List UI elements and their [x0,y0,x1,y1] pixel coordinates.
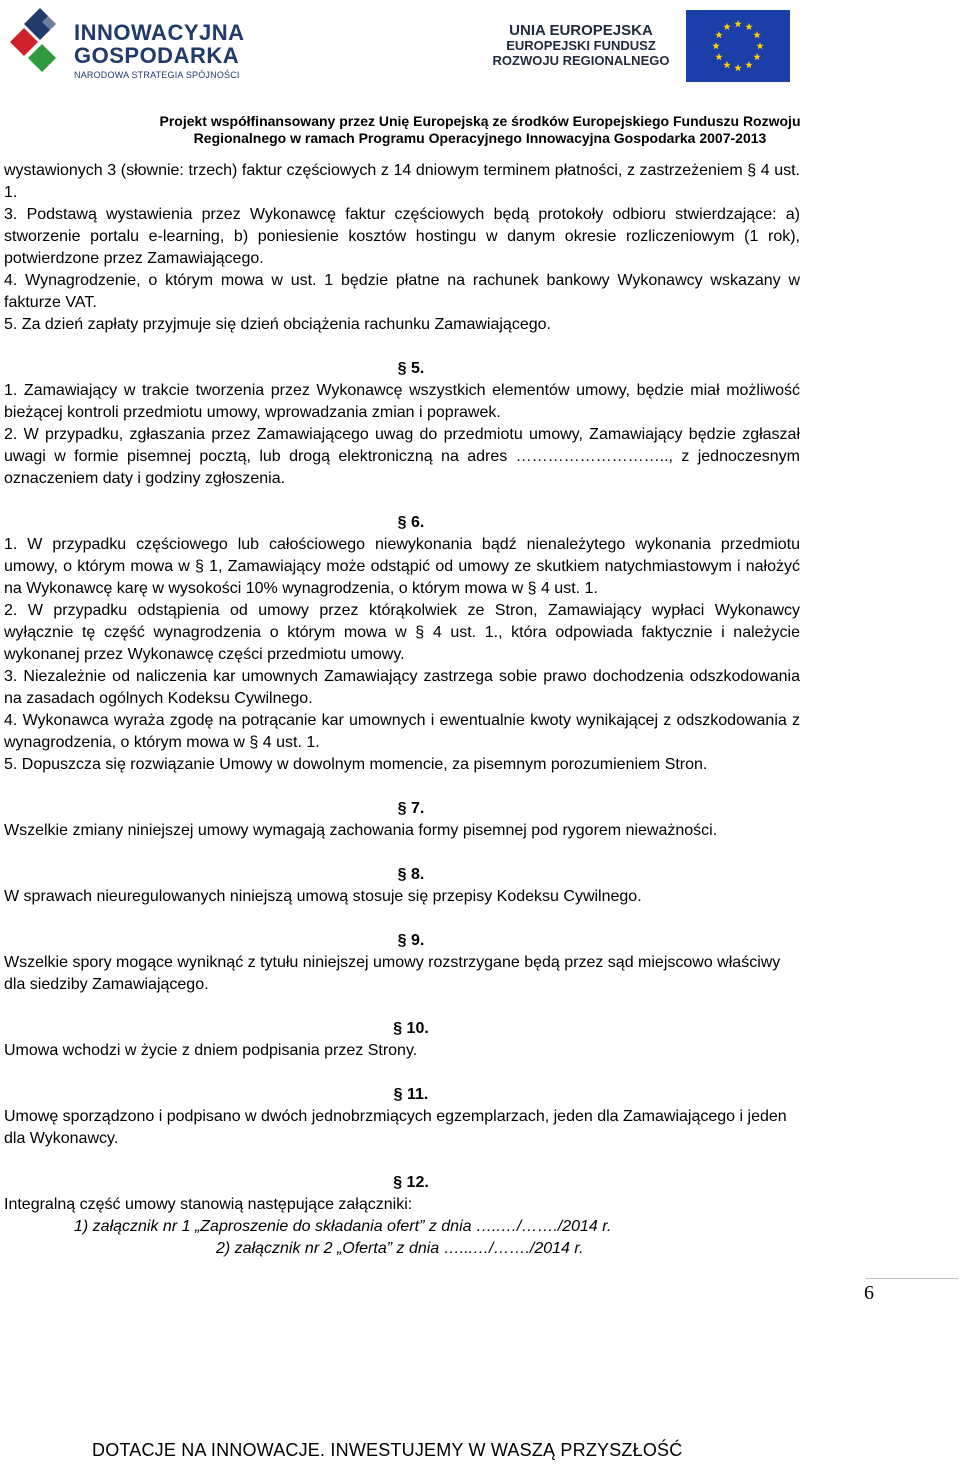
document-header [0,0,960,150]
ig-emblem-icon [10,6,72,86]
eu-fund-line2: ROZWOJU REGIONALNEGO [492,53,670,69]
page-number: 6 [864,1282,874,1304]
paragraph: Integralną część umowy stanowią następujące załączniki: [4,1196,413,1213]
footer-slogan: DOTACJE NA INNOWACJE. INWESTUJEMY W WASZĄ PRZYSZŁOŚĆ [92,1440,683,1460]
paragraph: Umowę sporządzono i podpisano w dwóch jednobrzmiących egzemplarzach, jeden dla Zamawiającego i jeden dla Wykonawcy. [4,1108,787,1147]
section-heading: § 6. [397,514,425,531]
paragraph: wystawionych 3 (słownie: trzech) faktur częściowych z 14 dniowym terminem płatności, z zastrzeżeniem § 4 ust. 1. [4,162,800,201]
section-heading: § 10. [393,1020,429,1037]
section-heading: § 9. [397,932,425,949]
paragraph: 4. Wynagrodzenie, o którym mowa w ust. 1 będzie płatne na rachunek bankowy Wykonawcy wskazany w fakturze VAT. [4,272,800,311]
paragraph: 1. W przypadku częściowego lub całościowego niewykonania bądź nienależytego wykonania przedmiotu umowy, o którym mowa w § 1, Zamawiający może odstąpić od umowy ze skutkiem natychmiastowym i nałożyć na Wykonawcę karę w wysokości 10% wynagrodzenia, o którym mowa w § 4 ust. 1. [4,536,800,597]
innowacyjna-gospodarka-logo [10,6,250,86]
eu-fund-line1: EUROPEJSKI FUNDUSZ [506,38,656,54]
ig-subtitle: NARODOWA STRATEGIA SPÓJNOŚCI [74,70,240,80]
paragraph: 2. W przypadku, zgłaszania przez Zamawiającego uwag do przedmiotu umowy, Zamawiający będzie zgłaszał uwagi w formie pisemnej pocztą, lub drogą elektroniczną na adres ……………………….., z jednoczesnym oznaczeniem daty i godziny zgłoszenia. [4,426,800,487]
paragraph: 5. Za dzień zapłaty przyjmuje się dzień obciążenia rachunku Zamawiającego. [4,316,551,333]
ig-title-line1: INNOWACYJNA [74,20,245,45]
project-info-line1: Projekt współfinansowany przez Unię Europejską ze środków Europejskiego Funduszu Rozwoju [159,113,801,129]
paragraph: 3. Podstawą wystawienia przez Wykonawcę faktur częściowych będą protokoły odbioru stwierdzające: a) stworzenie portalu e-learning, b) poniesienie kosztów hostingu w danym okresie rozliczeniowym (1 rok), potwierdzone przez Zamawiającego. [4,206,800,267]
section-heading: § 7. [397,800,425,817]
page-number-rule [866,1278,958,1279]
attachment-item: 1) załącznik nr 1 „Zaproszenie do składania ofert” z dnia …..…/……./2014 r. [74,1218,612,1235]
eu-logo [490,10,790,82]
section-heading: § 5. [397,360,425,377]
paragraph: 2. W przypadku odstąpienia od umowy przez którąkolwiek ze Stron, Zamawiający wypłaci Wykonawcy wyłącznie tę część wynagrodzenia o którym mowa w § 4 ust. 1., która odpowiada faktycznie i należycie wykonanej przez Wykonawcę części przedmiotu umowy. [4,602,800,663]
ig-title-line2: GOSPODARKA [74,43,240,68]
section-heading: § 11. [393,1086,429,1103]
paragraph: 4. Wykonawca wyraża zgodę na potrącanie kar umownych i ewentualnie kwoty wynikającej z odszkodowania z wynagrodzenia, o którym mowa w § 4 ust. 1. [4,712,800,751]
eu-flag-icon [686,10,790,82]
eu-title: UNIA EUROPEJSKA [509,22,653,39]
paragraph: 3. Niezależnie od naliczenia kar umownych Zamawiający zastrzega sobie prawo dochodzenia odszkodowania na zasadach ogólnych Kodeksu Cywilnego. [4,668,800,707]
paragraph: Umowa wchodzi w życie z dniem podpisania przez Strony. [4,1042,418,1059]
paragraph: Wszelkie spory mogące wyniknąć z tytułu niniejszej umowy rozstrzygane będą przez sąd miejscowo właściwy dla siedziby Zamawiającego. [4,954,781,993]
project-info-line2: Regionalnego w ramach Programu Operacyjnego Innowacyjna Gospodarka 2007-2013 [193,130,767,146]
paragraph: 1. Zamawiający w trakcie tworzenia przez Wykonawcę wszystkich elementów umowy, będzie miał możliwość bieżącej kontroli przedmiotu umowy, wprowadzania zmian i poprawek. [4,382,800,421]
document-body [4,160,800,1260]
paragraph: 5. Dopuszcza się rozwiązanie Umowy w dowolnym momencie, za pisemnym porozumieniem Stron. [4,756,708,773]
paragraph: W sprawach nieuregulowanych niniejszą umową stosuje się przepisy Kodeksu Cywilnego. [4,888,642,905]
attachment-item: 2) załącznik nr 2 „Oferta” z dnia …...…/……./2014 r. [216,1240,584,1257]
section-heading: § 8. [397,866,425,883]
section-heading: § 12. [393,1174,429,1191]
paragraph: Wszelkie zmiany niniejszej umowy wymagają zachowania formy pisemnej pod rygorem nieważności. [4,822,718,839]
